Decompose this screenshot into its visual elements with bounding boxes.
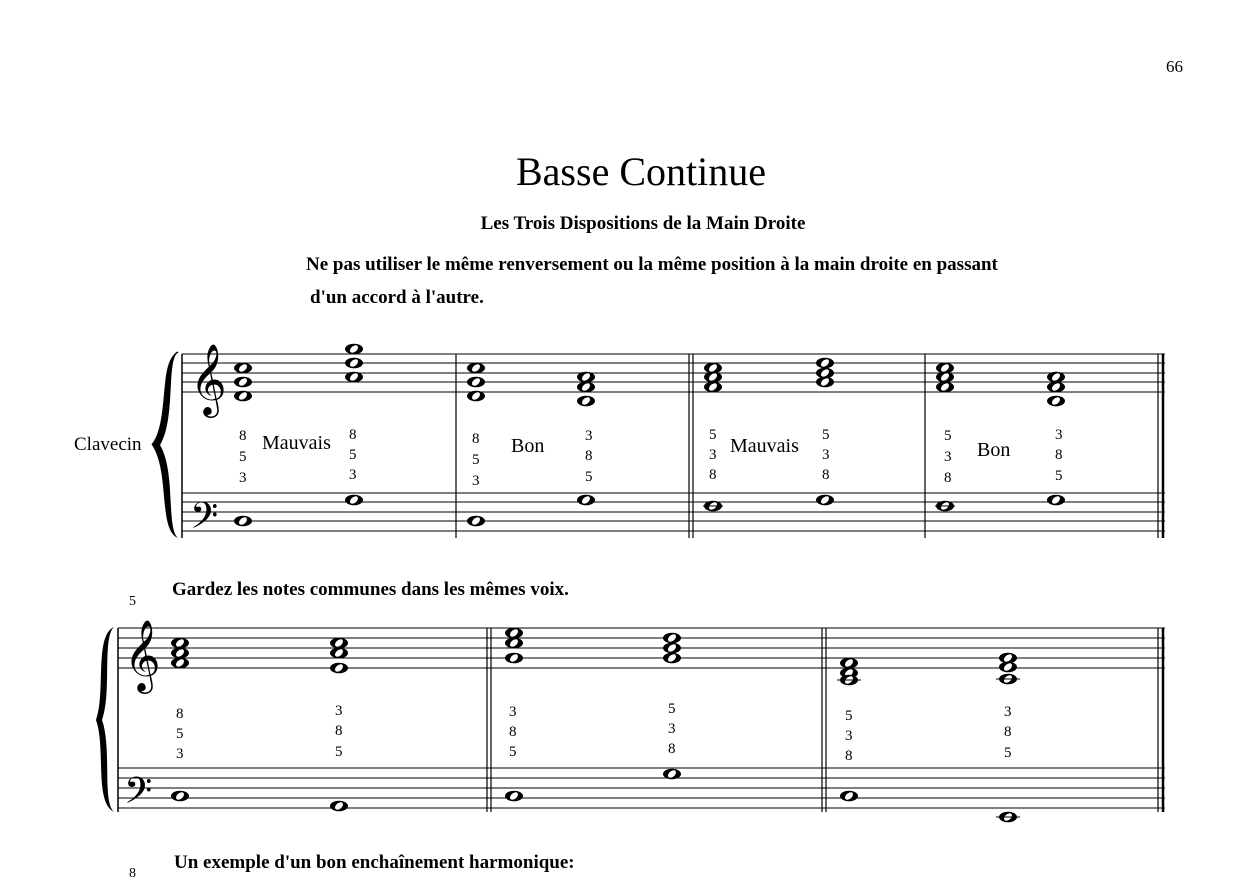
- figure: 5: [709, 427, 717, 443]
- label-mauvais: Mauvais: [730, 435, 799, 457]
- figure: 5: [944, 428, 952, 444]
- bass-clef-icon: 𝄢: [124, 770, 153, 821]
- figure: 5: [822, 427, 830, 443]
- figure: 3: [1004, 704, 1012, 720]
- figure: 8: [585, 448, 593, 464]
- treble-clef-icon: 𝄞: [124, 618, 161, 691]
- figure: 5: [585, 469, 593, 485]
- bass-notes: [234, 495, 1065, 527]
- grand-staff-brace: [152, 352, 178, 538]
- treble-staff: [182, 354, 1165, 392]
- figure: 3: [239, 470, 247, 486]
- figure: 8: [845, 748, 853, 764]
- instrument-label: Clavecin: [74, 434, 142, 455]
- treble-notes: [234, 344, 1065, 407]
- grand-staff-brace: [96, 627, 114, 812]
- figure: 3: [709, 447, 717, 463]
- figure: 3: [335, 703, 343, 719]
- system1-figures: [239, 427, 1063, 489]
- figure: 3: [176, 746, 184, 762]
- figure: 8: [944, 470, 952, 486]
- figure: 8: [709, 467, 717, 483]
- figure: 5: [845, 708, 853, 724]
- bass-notes: [171, 769, 1020, 823]
- system-2: [96, 618, 1165, 822]
- figure: 8: [509, 724, 517, 740]
- bass-clef-icon: 𝄢: [190, 495, 219, 546]
- figure: 5: [176, 726, 184, 742]
- figure: 5: [509, 744, 517, 760]
- figure: 3: [845, 728, 853, 744]
- figure: 3: [668, 721, 676, 737]
- system2-instruction: Gardez les notes communes dans les mêmes voix.: [172, 579, 569, 600]
- page-number: 66: [1166, 57, 1183, 76]
- figure: 5: [239, 449, 247, 465]
- figure: 8: [822, 467, 830, 483]
- figure: 8: [349, 427, 357, 443]
- label-bon: Bon: [511, 435, 545, 457]
- figure: 8: [1004, 724, 1012, 740]
- figure: 3: [472, 473, 480, 489]
- bass-staff: [182, 493, 1165, 531]
- measure-number-5: 5: [129, 594, 136, 609]
- figure: 3: [349, 467, 357, 483]
- system1-labels: [262, 432, 1010, 461]
- treble-notes: [171, 628, 1020, 686]
- system2-figures: [176, 701, 1012, 764]
- page-title: Basse Continue: [516, 149, 766, 194]
- figure: 5: [668, 701, 676, 717]
- figure: 8: [1055, 447, 1063, 463]
- figure: 5: [1055, 468, 1063, 484]
- figure: 5: [335, 744, 343, 760]
- figure: 8: [239, 428, 247, 444]
- measure-number-8: 8: [129, 866, 136, 881]
- figure: 8: [176, 706, 184, 722]
- instruction-line-1: Ne pas utiliser le même renversement ou la même position à la main droite en passant: [306, 254, 998, 275]
- figure: 8: [335, 723, 343, 739]
- figure: 3: [1055, 427, 1063, 443]
- bass-staff: [118, 768, 1165, 808]
- figure: 3: [585, 428, 593, 444]
- figure: 5: [472, 452, 480, 468]
- system-1: [152, 342, 1165, 546]
- section-subtitle: Les Trois Dispositions de la Main Droite: [480, 213, 806, 234]
- label-mauvais: Mauvais: [262, 432, 331, 454]
- figure: 8: [668, 741, 676, 757]
- treble-clef-icon: 𝄞: [190, 342, 227, 415]
- system3-instruction: Un exemple d'un bon enchaînement harmonique:: [174, 852, 575, 873]
- figure: 5: [349, 447, 357, 463]
- figure: 8: [472, 431, 480, 447]
- label-bon: Bon: [977, 439, 1011, 461]
- figure: 3: [944, 449, 952, 465]
- figure: 5: [1004, 745, 1012, 761]
- instruction-line-2: d'un accord à l'autre.: [310, 287, 484, 308]
- figure: 3: [509, 704, 517, 720]
- figure: 3: [822, 447, 830, 463]
